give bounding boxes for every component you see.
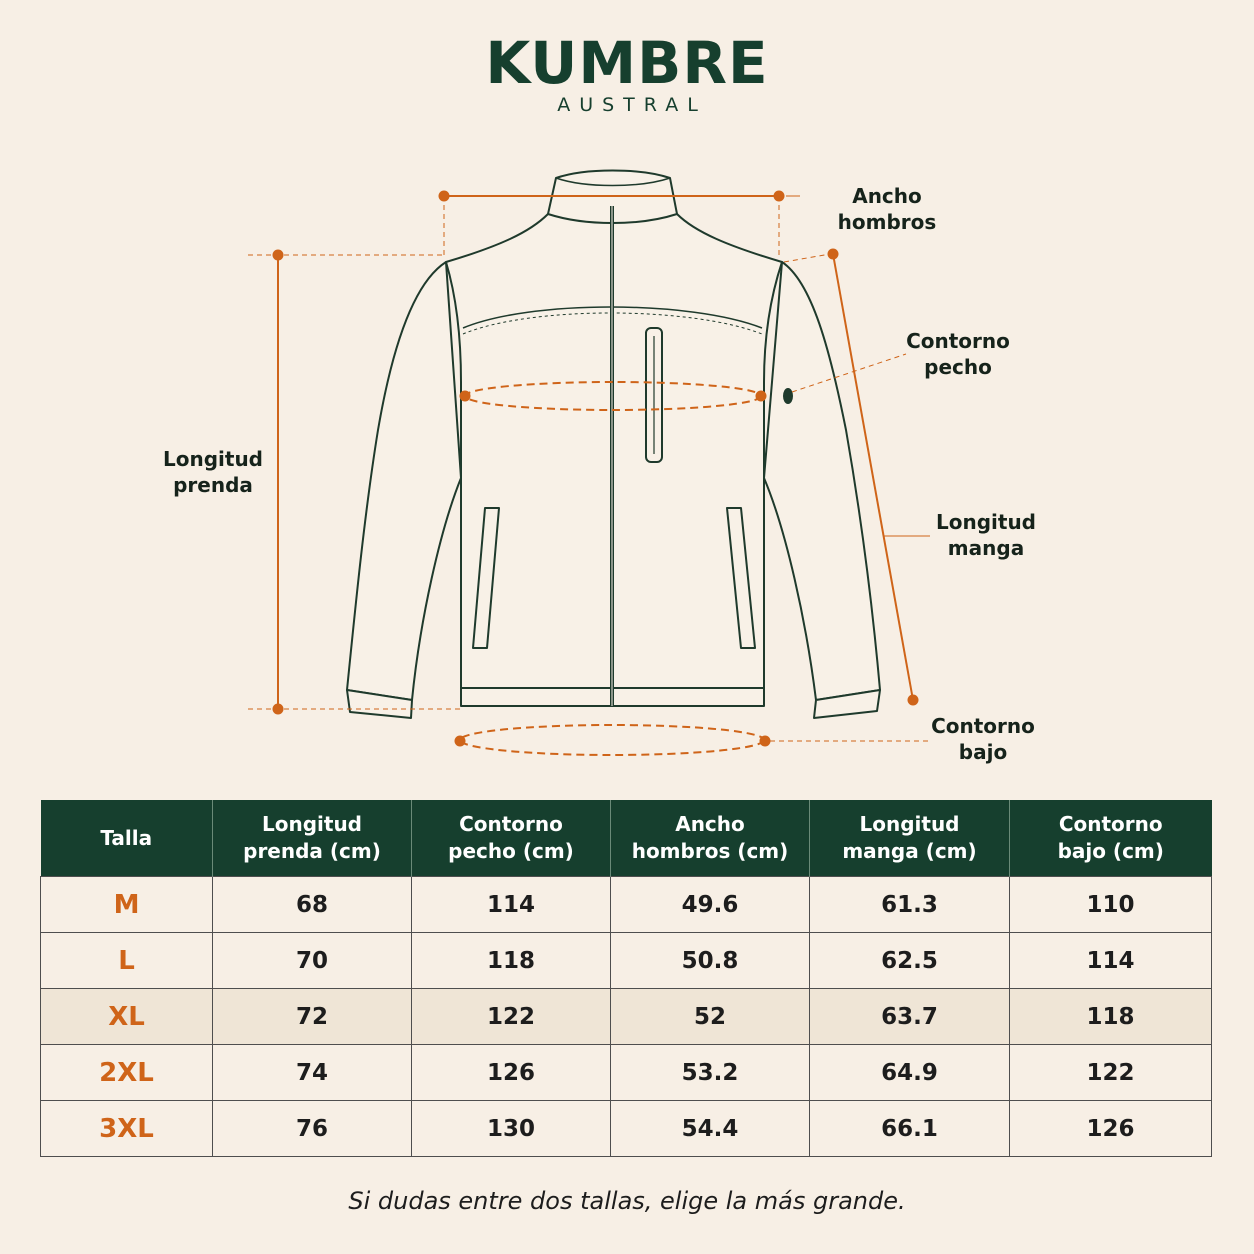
table-cell: 54.4 <box>611 1101 810 1157</box>
table-cell: 130 <box>412 1101 611 1157</box>
table-cell: 66.1 <box>810 1101 1010 1157</box>
size-chart-table <box>40 800 1212 1157</box>
table-row-highlighted <box>41 989 1212 1045</box>
hem-ellipse <box>460 725 764 755</box>
label-sleeve-length: Longitud manga <box>935 510 1036 560</box>
jacket-illustration <box>347 171 880 719</box>
table-cell: 50.8 <box>611 933 810 989</box>
header-size: Talla <box>41 800 213 877</box>
size-cell: L <box>41 933 213 989</box>
size-cell: XL <box>41 989 213 1045</box>
table-cell: 126 <box>412 1045 611 1101</box>
jacket-right-sleeve <box>764 262 880 700</box>
header-hem: Contorno bajo (cm) <box>1010 800 1212 877</box>
table-row <box>41 1045 1212 1101</box>
table-cell: 122 <box>412 989 611 1045</box>
table-row <box>41 1101 1212 1157</box>
table-cell: 118 <box>1010 989 1212 1045</box>
table-cell: 52 <box>611 989 810 1045</box>
sizing-note: Si dudas entre dos tallas, elige la más grande. <box>348 1187 906 1215</box>
size-cell: 3XL <box>41 1101 213 1157</box>
table-cell: 110 <box>1010 877 1212 933</box>
size-cell: 2XL <box>41 1045 213 1101</box>
header-garment-length: Longitud prenda (cm) <box>213 800 412 877</box>
table-cell: 68 <box>213 877 412 933</box>
table-row <box>41 877 1212 933</box>
table-cell: 53.2 <box>611 1045 810 1101</box>
table-cell: 70 <box>213 933 412 989</box>
label-garment-length: Longitud prenda <box>162 447 263 497</box>
table-cell: 126 <box>1010 1101 1212 1157</box>
table-header-row <box>41 800 1212 877</box>
label-hem: Contorno bajo <box>931 714 1035 764</box>
table-cell: 61.3 <box>810 877 1010 933</box>
table-cell: 63.7 <box>810 989 1010 1045</box>
label-chest: Contorno pecho <box>906 329 1010 379</box>
table-cell: 74 <box>213 1045 412 1101</box>
table-cell: 49.6 <box>611 877 810 933</box>
table-cell: 118 <box>412 933 611 989</box>
jacket-left-sleeve <box>347 262 461 700</box>
header-shoulder-width: Ancho hombros (cm) <box>611 800 810 877</box>
brand-name: KUMBRE <box>485 29 769 97</box>
size-cell: M <box>41 877 213 933</box>
table-row <box>41 933 1212 989</box>
table-cell: 122 <box>1010 1045 1212 1101</box>
table-cell: 114 <box>412 877 611 933</box>
table-cell: 64.9 <box>810 1045 1010 1101</box>
brand-subtitle: AUSTRAL <box>557 94 707 116</box>
label-shoulder-width: Ancho hombros <box>837 184 937 234</box>
sleeve-logo-patch <box>784 389 792 403</box>
header-chest: Contorno pecho (cm) <box>412 800 611 877</box>
header-sleeve-length: Longitud manga (cm) <box>810 800 1010 877</box>
table-cell: 62.5 <box>810 933 1010 989</box>
table-cell: 72 <box>213 989 412 1045</box>
table-cell: 114 <box>1010 933 1212 989</box>
table-cell: 76 <box>213 1101 412 1157</box>
